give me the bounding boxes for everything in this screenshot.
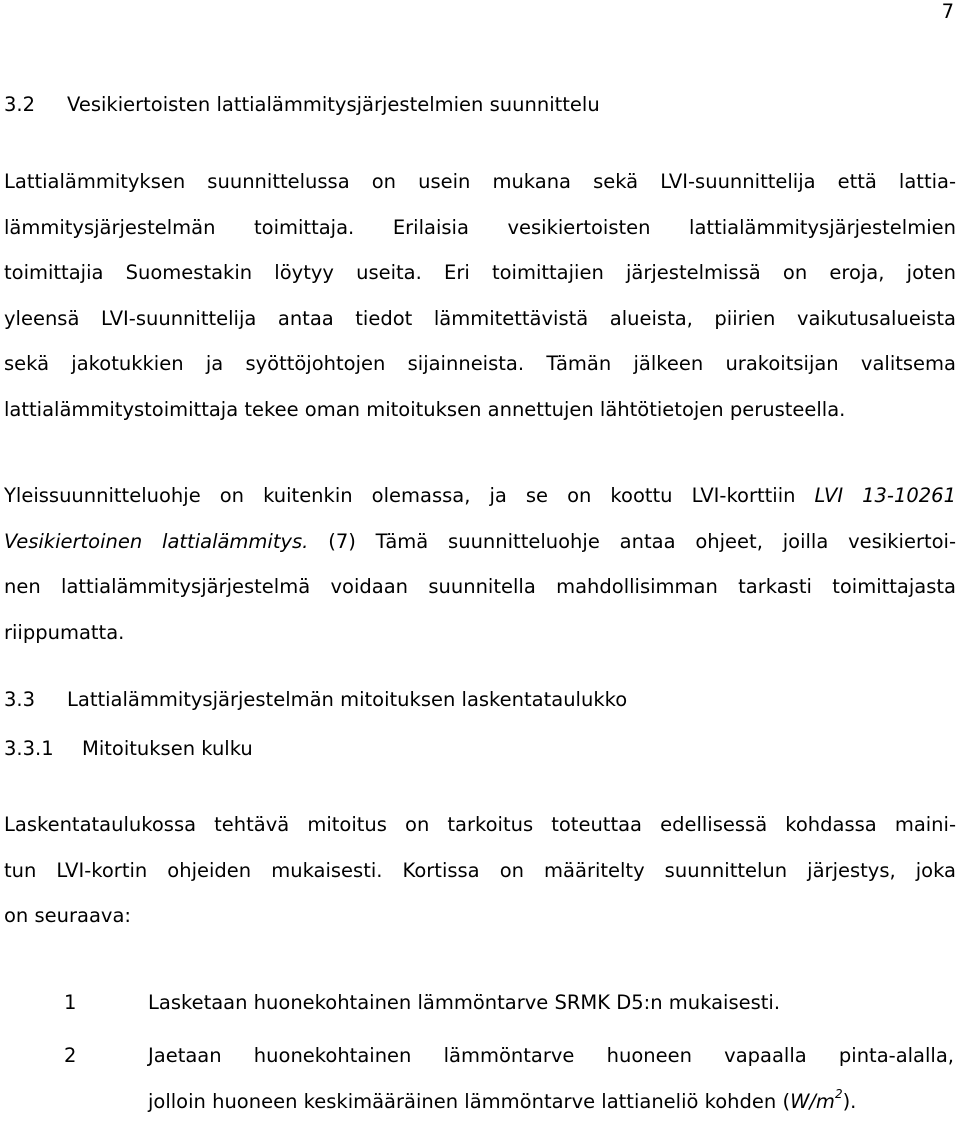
list-item-text: Lasketaan huonekohtainen lämmöntarve SRMK D5:n mukaisesti. (148, 980, 954, 1026)
list-item-body (148, 1033, 954, 1124)
list-item-text (148, 1079, 954, 1124)
section-heading-3-3 (4, 688, 627, 712)
section-heading-3-3-1 (4, 737, 253, 761)
section-number: 3.3.1 (4, 737, 82, 761)
list-item-body (148, 980, 954, 1026)
line-text: ). (843, 1090, 857, 1113)
paragraph-guideline (4, 473, 956, 655)
paragraph-line: sekä jakotukkien ja syöttöjohtojen sijainneista. Tämän jälkeen urakoitsijan valitsema (4, 341, 956, 387)
paragraph-line (4, 519, 956, 565)
list-marker: 1 (64, 980, 76, 1026)
unit-superscript: 2 (835, 1087, 843, 1101)
section-number: 3.3 (4, 688, 67, 712)
list-marker: 2 (64, 1033, 76, 1079)
page-number: 7 (942, 0, 954, 24)
paragraph-intro (4, 159, 956, 432)
paragraph-line: riippumatta. (4, 610, 956, 656)
section-title: Mitoituksen kulku (82, 737, 253, 760)
unit-text: W/m (790, 1090, 835, 1113)
section-heading-3-2 (4, 93, 600, 117)
paragraph-line: yleensä LVI-suunnittelija antaa tiedot lämmitettävistä alueista, piirien vaikutusalueista (4, 296, 956, 342)
line-text: (7) Tämä suunnitteluohje antaa ohjeet, joilla vesikiertoi- (308, 530, 956, 553)
paragraph-line: Lattialämmityksen suunnittelussa on usein mukana sekä LVI-suunnittelija että lattia- (4, 159, 956, 205)
paragraph-line: tun LVI-kortin ohjeiden mukaisesti. Kortissa on määritelty suunnittelun järjestys, joka (4, 848, 956, 894)
paragraph-line: on seuraava: (4, 893, 956, 939)
paragraph-procedure (4, 802, 956, 939)
paragraph-line: lattialämmitystoimittaja tekee oman mitoituksen annettujen lähtötietojen perusteella. (4, 387, 956, 433)
paragraph-line: lämmitysjärjestelmän toimittaja. Erilaisia vesikiertoisten lattialämmitysjärjestelmien (4, 205, 956, 251)
paragraph-line: Laskentataulukossa tehtävä mitoitus on tarkoitus toteuttaa edellisessä kohdassa maini- (4, 802, 956, 848)
section-number: 3.2 (4, 93, 67, 117)
reference-title: LVI 13-10261 (815, 484, 956, 507)
reference-title: Vesikiertoinen lattialämmitys. (4, 530, 308, 553)
section-title: Lattialämmitysjärjestelmän mitoituksen laskentataulukko (67, 688, 627, 711)
list-item-text: Jaetaan huonekohtainen lämmöntarve huoneen vapaalla pinta-alalla, (148, 1033, 954, 1079)
paragraph-line: toimittajia Suomestakin löytyy useita. Eri toimittajien järjestelmissä on eroja, joten (4, 250, 956, 296)
line-text: Yleissuunnitteluohje on kuitenkin olemassa, ja se on koottu LVI-korttiin (4, 484, 815, 507)
paragraph-line: nen lattialämmitysjärjestelmä voidaan suunnitella mahdollisimman tarkasti toimittajasta (4, 564, 956, 610)
paragraph-line (4, 473, 956, 519)
line-text: jolloin huoneen keskimääräinen lämmöntarve lattianeliö kohden ( (148, 1090, 790, 1113)
section-title: Vesikiertoisten lattialämmitysjärjestelmien suunnittelu (67, 93, 600, 116)
